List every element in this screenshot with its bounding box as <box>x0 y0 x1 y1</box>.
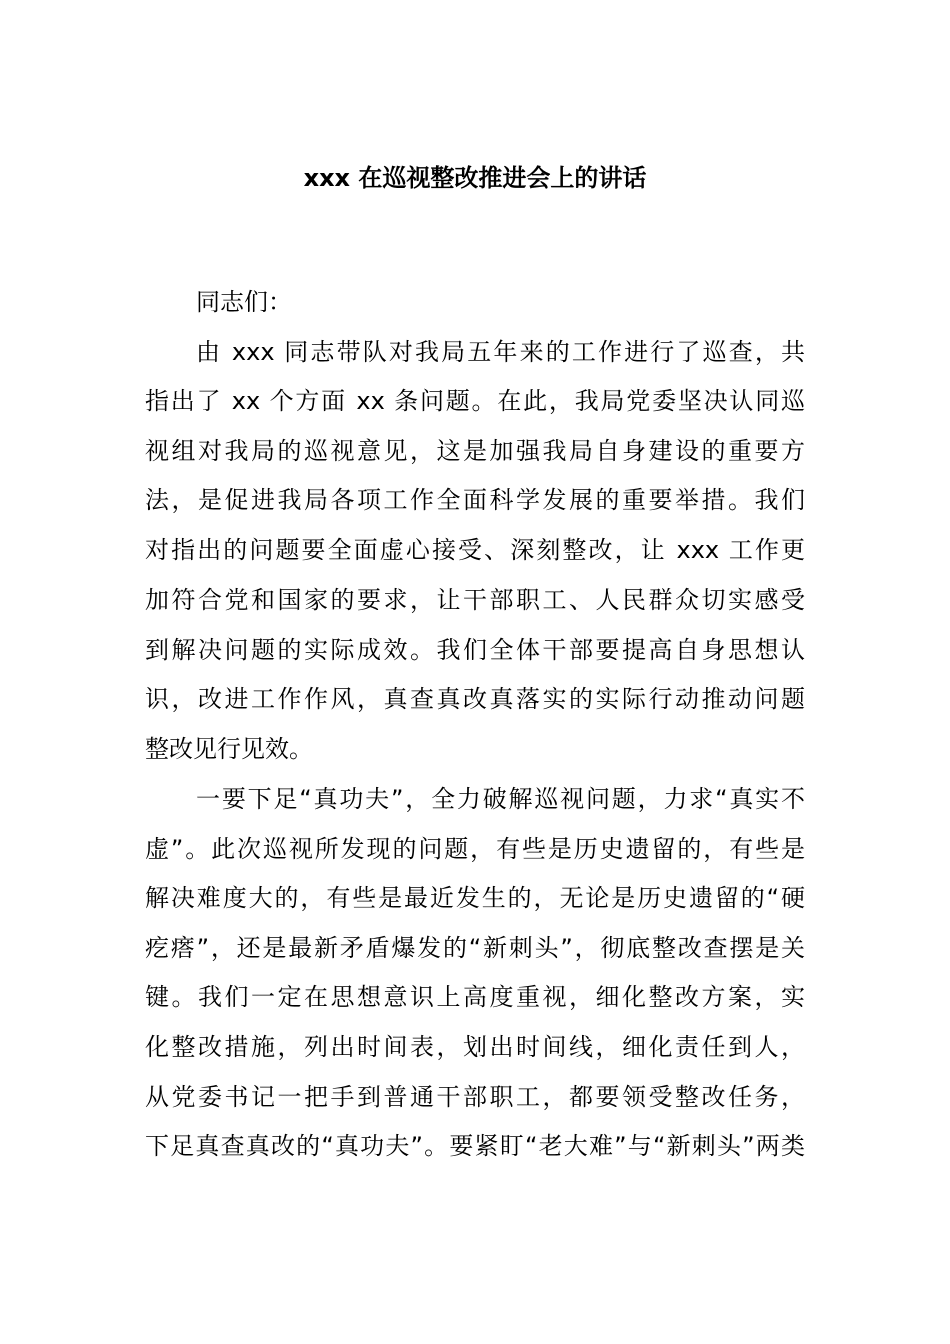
paragraph-line: 化整改措施，列出时间表，划出时间线，细化责任到人， <box>145 1033 805 1061</box>
paragraph-line: 指出了 xx 个方面 xx 条问题。在此，我局党委坚决认同巡 <box>145 387 805 415</box>
paragraph-line: 法，是促进我局各项工作全面科学发展的重要举措。我们 <box>145 486 805 514</box>
paragraph-line: 下足真查真改的“真功夫”。要紧盯“老大难”与“新刺头”两类 <box>145 1132 805 1160</box>
paragraph-line: 到解决问题的实际成效。我们全体干部要提高自身思想认 <box>145 636 805 664</box>
paragraph-line: 解决难度大的，有些是最近发生的，无论是历史遗留的“硬 <box>145 884 805 912</box>
paragraph-line: 对指出的问题要全面虚心接受、深刻整改，让 xxx 工作更 <box>145 536 805 564</box>
paragraph-line: 加符合党和国家的要求，让干部职工、人民群众切实感受 <box>145 586 805 614</box>
paragraph-line: 识，改进工作作风，真查真改真落实的实际行动推动问题 <box>145 685 805 713</box>
paragraph-line: 疙瘩”，还是最新矛盾爆发的“新刺头”，彻底整改查摆是关 <box>145 934 805 962</box>
paragraph-line: 视组对我局的巡视意见，这是加强我局自身建设的重要方 <box>145 437 805 465</box>
paragraph-line: 一要下足“真功夫”，全力破解巡视问题，力求“真实不 <box>196 785 805 813</box>
paragraph-line: 从党委书记一把手到普通干部职工，都要领受整改任务， <box>145 1083 805 1111</box>
greeting: 同志们： <box>196 288 292 316</box>
paragraph-line: 由 xxx 同志带队对我局五年来的工作进行了巡查，共 <box>196 338 805 366</box>
paragraph-line: 虚”。此次巡视所发现的问题，有些是历史遗留的，有些是 <box>145 835 805 863</box>
paragraph-line: 整改见行见效。 <box>145 735 313 763</box>
document-title: xxx 在巡视整改推进会上的讲话 <box>303 164 647 192</box>
paragraph-line: 键。我们一定在思想意识上高度重视，细化整改方案，实 <box>145 983 805 1011</box>
